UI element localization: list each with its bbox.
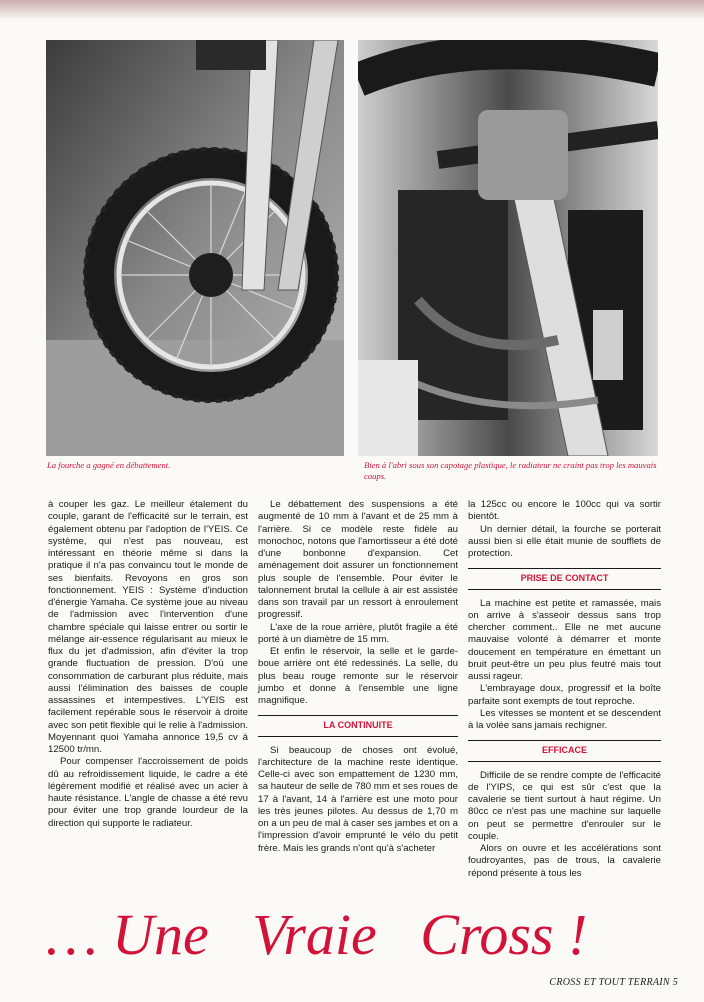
photo-front-fork (46, 40, 344, 456)
paragraph: La machine est petite et ramassée, mais on arrive à s'asseoir dessus sans trop chercher comment.. Elle ne met aucune mauvaise volonté à démarrer et monte doucement en température en émettant un bruit peut-être un peu plus feutré mais tout aussi rageur. (468, 597, 661, 682)
paragraph: à couper les gaz. Le meilleur étalement du couple, garant de l'efficacité sur le terrain, est également obtenu par l'adoption de l'YEIS. Ce système, qui n'est pas nouveau, est intéressant en théorie même si dans la pratique il n'a pas convaincu tout le monde de ses bienfaits. Revoyons en gros son fonctionnement. YEIS : Système d'induction d'énergie Yamaha. Ce système joue au niveau de l'admission avec l'intervention d'une chambre spéciale qui laisse entrer ou sortir le mélange air-essence régularisant au mieux le flux du jet d'admission, afin d'éviter la trop grande fluctuation de pression. D'où une consommation de carburant plus réduite, mais aussi l'élimination des baisses de couple assassines et intempestives. L'YEIS est facilement repérable sous le réservoir à droite avec son petit flexible qui le relie à l'admission. Moyennant quoi Yamaha annonce 19,5 cv à 12500 tr/mn. (48, 499, 248, 755)
caption-right: Bien à l'abri sous son capotage plastique, le radiateur ne craint pas trop les mauvais coups. (364, 460, 657, 481)
headline: … Une Vraie Cross ! (46, 902, 588, 967)
photo-radiator (358, 40, 658, 456)
paragraph: L'embrayage doux, progressif et la boîte parfaite sont exempts de tout reproche. (468, 683, 661, 707)
section-heading-prise-de-contact: PRISE DE CONTACT (468, 568, 661, 589)
top-edge (0, 0, 704, 20)
caption-left: La fourche a gagné en débattement. (47, 460, 171, 470)
page-folio: CROSS ET TOUT TERRAIN 5 (549, 977, 678, 988)
text-column-2 (258, 499, 458, 855)
section-heading-efficace: EFFICACE (468, 740, 661, 761)
paragraph: Alors on ouvre et les accélérations sont foudroyantes, pas de trous, la cavalerie répond présente à tous les (468, 843, 661, 879)
paragraph: L'axe de la roue arrière, plutôt fragile a été porté à un diamètre de 15 mm. (258, 621, 458, 645)
paragraph: Le débattement des suspensions a été augmenté de 10 mm à l'avant et de 25 mm à l'arrière. Si ce modèle reste fidèle au monochoc, notons que l'amortisseur a été doté d'une bonbonne d'expansion. Cet aménagement doit assurer un fonctionnement plus souple de l'ensemble. Pour éviter le talonnement brutal la cellule à air est assistée dans son travail par un ressort à enroulement progressif. (258, 499, 458, 621)
text-column-3 (468, 499, 661, 880)
paragraph: Les vitesses se montent et se descendent à la volée sans jamais rechigner. (468, 707, 661, 731)
paragraph: la 125cc ou encore le 100cc qui va sortir bientôt. (468, 499, 661, 523)
paragraph: Et enfin le réservoir, la selle et le garde-boue arrière ont été redessinés. La selle, du plus beau rouge remonte sur le réservoir jumbo et donne à l'ensemble une ligne magnifique. (258, 646, 458, 706)
section-heading-continuite: LA CONTINUITE (258, 715, 458, 736)
paragraph: Un dernier détail, la fourche se porterait aussi bien si elle était munie de soufflets de protection. (468, 523, 661, 559)
paragraph: Si beaucoup de choses ont évolué, l'architecture de la machine reste identique. Celle-ci avec son empattement de 1230 mm, sa hauteur de selle de 780 mm et ses roues de 17 à l'avant, 14 à l'arrière est une moto pour les très jeunes pilotes. Au dessus de 1,70 m on a un peu de mal à caser ses jambes et on a l'impression d'avoir emprunté le vélo du petit frère. Mais les grands n'ont qu'à s'acheter (258, 744, 458, 854)
paragraph: Pour compenser l'accroissement de poids dû au refroidissement liquide, le cadre a été légèrement modifié et réalisé avec un acier à haute résistance. L'angle de chasse a été revu pour éviter une trop grande lourdeur de la direction qui supporte le radiateur. (48, 756, 248, 829)
text-column-1 (48, 499, 248, 830)
paragraph: Difficile de se rendre compte de l'efficacité de l'YIPS, ce qui est sûr c'est que la cavalerie se tient surtout à haut régime. Un 80cc ce n'est pas une machine sur laquelle on peut se permettre d'enrouler sur le couple. (468, 769, 661, 842)
